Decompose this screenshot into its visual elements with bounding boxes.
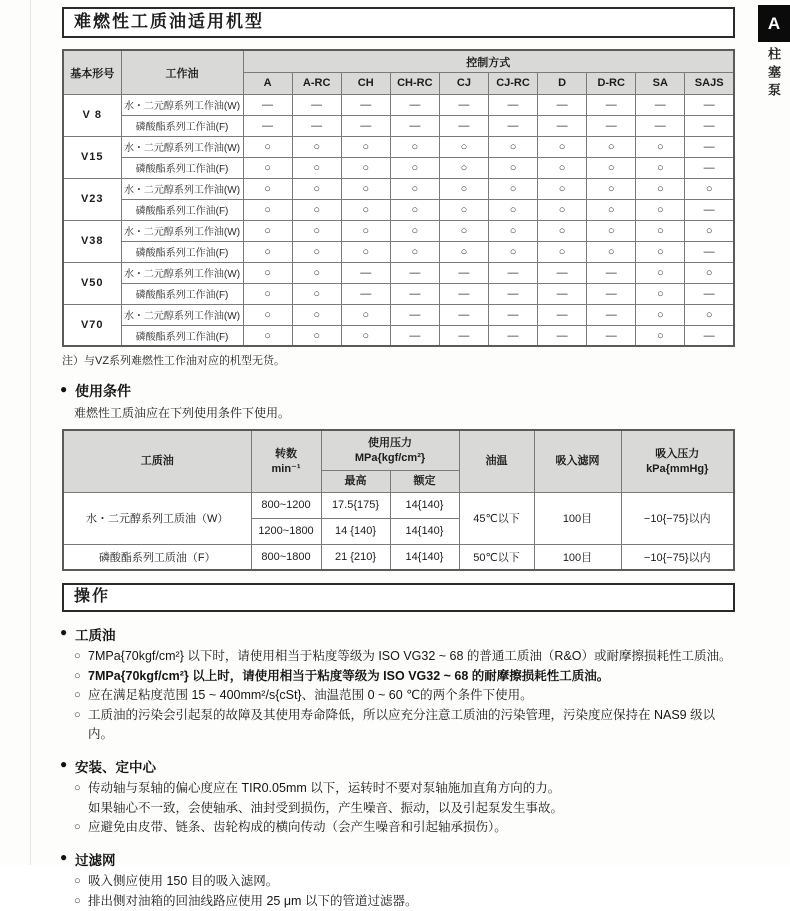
applicable-mark: ○ xyxy=(685,262,734,283)
applicable-mark: ○ xyxy=(243,220,292,241)
not-applicable-mark: — xyxy=(488,325,537,346)
temp-cell: 45℃以下 xyxy=(459,492,534,544)
operation-section-heading: ● 安装、定中心 xyxy=(62,756,735,776)
not-applicable-mark: — xyxy=(538,94,587,115)
table-row xyxy=(63,262,734,283)
header-control-sajs: SAJS xyxy=(685,72,734,94)
applicable-mark: ○ xyxy=(685,220,734,241)
list-item-line: ○ 吸入侧应使用 150 目的吸入滤网。 xyxy=(88,874,279,889)
applicable-mark: ○ xyxy=(587,136,636,157)
strainer-cell: 100目 xyxy=(534,544,621,570)
applicable-mark: ○ xyxy=(636,304,685,325)
fluid-cell: 水・二元醇系列工质油（W） xyxy=(63,492,251,544)
rated-pressure-cell: 14{140} xyxy=(390,544,459,570)
oil-type-cell: 水・二元醇系列工作油(W) xyxy=(121,220,243,241)
header-suction xyxy=(621,430,734,492)
not-applicable-mark: — xyxy=(587,304,636,325)
applicable-mark: ○ xyxy=(636,199,685,220)
table-row xyxy=(63,492,734,518)
operation-section xyxy=(62,849,735,911)
oil-type-cell: 磷酸酯系列工作油(F) xyxy=(121,325,243,346)
header-control-d-rc: D-RC xyxy=(587,72,636,94)
applicable-mark: ○ xyxy=(488,199,537,220)
operation-section-title: 操作 xyxy=(62,583,735,612)
conditions-table-body xyxy=(63,430,734,570)
header-control-sa: SA xyxy=(636,72,685,94)
not-applicable-mark: — xyxy=(538,115,587,136)
operation-section xyxy=(62,756,735,837)
not-applicable-mark: — xyxy=(390,262,439,283)
applicable-mark: ○ xyxy=(292,325,341,346)
model-cell: V 8 xyxy=(63,94,121,136)
not-applicable-mark: — xyxy=(636,94,685,115)
header-pressure xyxy=(321,430,459,470)
list-item xyxy=(62,872,735,891)
not-applicable-mark: — xyxy=(439,283,488,304)
header-max: 最高 xyxy=(321,470,390,492)
not-applicable-mark: — xyxy=(390,94,439,115)
section-index-label: 柱塞泵 xyxy=(766,47,781,101)
not-applicable-mark: — xyxy=(685,241,734,262)
not-applicable-mark: — xyxy=(538,325,587,346)
not-applicable-mark: — xyxy=(538,304,587,325)
applicable-mark: ○ xyxy=(538,199,587,220)
not-applicable-mark: — xyxy=(439,262,488,283)
list-item xyxy=(62,667,735,686)
list-item xyxy=(62,706,735,745)
header-control-d: D xyxy=(538,72,587,94)
list-item-line: ○ 7MPa{70kgf/cm²} 以下时，请使用相当于粘度等级为 ISO VG32 ~ 68 的普通工质油（R&O）或耐摩擦损耗性工质油。 xyxy=(88,649,732,664)
applicable-mark: ○ xyxy=(292,220,341,241)
header-model: 基本形号 xyxy=(63,50,121,94)
applicable-mark: ○ xyxy=(243,262,292,283)
applicable-mark: ○ xyxy=(341,157,390,178)
table-row xyxy=(63,283,734,304)
model-cell: V15 xyxy=(63,136,121,178)
not-applicable-mark: — xyxy=(587,325,636,346)
not-applicable-mark: — xyxy=(439,304,488,325)
applicable-mark: ○ xyxy=(390,157,439,178)
applicable-mark: ○ xyxy=(587,241,636,262)
oil-type-cell: 磷酸酯系列工作油(F) xyxy=(121,283,243,304)
header-control: 控制方式 xyxy=(243,50,734,72)
header-speed-line1: 转数 xyxy=(275,447,297,460)
applicable-mark: ○ xyxy=(439,157,488,178)
not-applicable-mark: — xyxy=(685,94,734,115)
not-applicable-mark: — xyxy=(685,157,734,178)
table-row xyxy=(63,325,734,346)
applicable-mark: ○ xyxy=(341,325,390,346)
not-applicable-mark: — xyxy=(439,94,488,115)
applicable-mark: ○ xyxy=(685,178,734,199)
header-control-a-rc: A-RC xyxy=(292,72,341,94)
applicable-mark: ○ xyxy=(587,157,636,178)
list-item-line: ○ 7MPa{70kgf/cm²} 以上时，请使用相当于粘度等级为 ISO VG32 ~ 68 的耐摩擦损耗性工质油。 xyxy=(88,668,610,683)
applicable-mark: ○ xyxy=(439,136,488,157)
operation-section-heading: ● 过滤网 xyxy=(62,849,735,869)
not-applicable-mark: — xyxy=(587,262,636,283)
applicable-mark: ○ xyxy=(292,157,341,178)
not-applicable-mark: — xyxy=(390,304,439,325)
fluid-cell: 磷酸酯系列工质油（F） xyxy=(63,544,251,570)
list-item xyxy=(62,647,735,666)
applicable-mark: ○ xyxy=(636,178,685,199)
oil-type-cell: 水・二元醇系列工作油(W) xyxy=(121,178,243,199)
applicable-mark: ○ xyxy=(390,178,439,199)
compat-header-row-1 xyxy=(63,50,734,72)
list-item xyxy=(62,892,735,911)
applicable-mark: ○ xyxy=(538,136,587,157)
use-conditions-heading: ● 使用条件 xyxy=(62,381,735,401)
table-row xyxy=(63,94,734,115)
not-applicable-mark: — xyxy=(292,94,341,115)
list-item xyxy=(62,686,735,705)
table-row xyxy=(63,136,734,157)
applicable-mark: ○ xyxy=(636,241,685,262)
oil-type-cell: 水・二元醇系列工作油(W) xyxy=(121,136,243,157)
applicable-mark: ○ xyxy=(488,220,537,241)
table-row xyxy=(63,544,734,570)
not-applicable-mark: — xyxy=(685,325,734,346)
applicable-mark: ○ xyxy=(488,136,537,157)
oil-type-cell: 磷酸酯系列工作油(F) xyxy=(121,157,243,178)
applicable-mark: ○ xyxy=(439,241,488,262)
operation-section xyxy=(62,624,735,744)
applicable-mark: ○ xyxy=(390,136,439,157)
applicable-mark: ○ xyxy=(292,136,341,157)
header-speed xyxy=(251,430,321,492)
applicable-mark: ○ xyxy=(636,136,685,157)
applicable-mark: ○ xyxy=(587,199,636,220)
applicable-mark: ○ xyxy=(538,157,587,178)
table-row xyxy=(63,157,734,178)
header-pressure-line1: 使用压力 xyxy=(368,436,412,449)
table-row xyxy=(63,241,734,262)
operation-sections xyxy=(62,624,735,911)
applicable-mark: ○ xyxy=(488,241,537,262)
page-title: 难燃性工质油适用机型 xyxy=(62,7,735,38)
applicable-mark: ○ xyxy=(636,262,685,283)
applicable-mark: ○ xyxy=(243,178,292,199)
applicable-mark: ○ xyxy=(243,199,292,220)
model-cell: V70 xyxy=(63,304,121,346)
not-applicable-mark: — xyxy=(390,115,439,136)
list-item xyxy=(62,779,735,818)
use-conditions-intro: 难燃性工质油应在下列使用条件下使用。 xyxy=(74,406,291,421)
table-row xyxy=(63,178,734,199)
applicable-mark: ○ xyxy=(341,178,390,199)
not-applicable-mark: — xyxy=(488,304,537,325)
not-applicable-mark: — xyxy=(538,283,587,304)
header-suction-line1: 吸入压力 xyxy=(655,447,700,460)
applicable-mark: ○ xyxy=(439,199,488,220)
applicable-mark: ○ xyxy=(488,157,537,178)
header-control-ch: CH xyxy=(341,72,390,94)
not-applicable-mark: — xyxy=(243,115,292,136)
not-applicable-mark: — xyxy=(636,115,685,136)
not-applicable-mark: — xyxy=(488,115,537,136)
not-applicable-mark: — xyxy=(488,283,537,304)
suction-pressure-cell: −10{−75}以内 xyxy=(621,492,734,544)
oil-type-cell: 水・二元醇系列工作油(W) xyxy=(121,262,243,283)
not-applicable-mark: — xyxy=(587,283,636,304)
list-item-line: ○ 应避免由皮带、链条、齿轮构成的横向传动（会产生噪音和引起轴承损伤）。 xyxy=(88,820,507,835)
applicable-mark: ○ xyxy=(341,136,390,157)
operation-section-heading: ● 工质油 xyxy=(62,624,735,644)
applicable-mark: ○ xyxy=(538,178,587,199)
compatibility-table xyxy=(62,49,735,347)
list-item-line: ○ 工质油的污染会引起泵的故障及其使用寿命降低，所以应充分注意工质油的污染管理，污染度应保持在 NAS9 级以内。 xyxy=(88,707,716,741)
table-row xyxy=(63,115,734,136)
not-applicable-mark: — xyxy=(341,115,390,136)
list-item-line: ○ 排出侧对油箱的回油线路应使用 25 μm 以下的管道过滤器。 xyxy=(88,893,418,908)
applicable-mark: ○ xyxy=(439,178,488,199)
list-item xyxy=(62,818,735,837)
applicable-mark: ○ xyxy=(685,304,734,325)
applicable-mark: ○ xyxy=(341,220,390,241)
applicable-mark: ○ xyxy=(636,325,685,346)
max-pressure-cell: 14 {140} xyxy=(321,518,390,544)
speed-cell: 800~1800 xyxy=(251,544,321,570)
page-content xyxy=(62,0,735,911)
not-applicable-mark: — xyxy=(587,94,636,115)
rated-pressure-cell: 14{140} xyxy=(390,492,459,518)
cond-header-row-1 xyxy=(63,430,734,470)
oil-type-cell: 磷酸酯系列工作油(F) xyxy=(121,199,243,220)
not-applicable-mark: — xyxy=(685,199,734,220)
header-control-a: A xyxy=(243,72,292,94)
model-cell: V38 xyxy=(63,220,121,262)
table-row xyxy=(63,220,734,241)
applicable-mark: ○ xyxy=(243,157,292,178)
not-applicable-mark: — xyxy=(439,115,488,136)
not-applicable-mark: — xyxy=(685,136,734,157)
header-fluid: 工质油 xyxy=(63,430,251,492)
not-applicable-mark: — xyxy=(341,283,390,304)
conditions-table xyxy=(62,429,735,571)
speed-cell: 800~1200 xyxy=(251,492,321,518)
header-control-ch-rc: CH-RC xyxy=(390,72,439,94)
applicable-mark: ○ xyxy=(636,220,685,241)
suction-pressure-cell: −10{−75}以内 xyxy=(621,544,734,570)
oil-type-cell: 磷酸酯系列工作油(F) xyxy=(121,115,243,136)
list-item-line: ○ 应在满足粘度范围 15 ~ 400mm²/s{cSt}、油温范围 0 ~ 60 ℃的两个条件下使用。 xyxy=(88,688,533,703)
section-index-tab xyxy=(758,5,790,42)
not-applicable-mark: — xyxy=(538,262,587,283)
not-applicable-mark: — xyxy=(341,262,390,283)
not-applicable-mark: — xyxy=(685,283,734,304)
applicable-mark: ○ xyxy=(292,283,341,304)
not-applicable-mark: — xyxy=(488,262,537,283)
applicable-mark: ○ xyxy=(341,241,390,262)
compatibility-table-body xyxy=(63,50,734,346)
strainer-cell: 100目 xyxy=(534,492,621,544)
temp-cell: 50℃以下 xyxy=(459,544,534,570)
not-applicable-mark: — xyxy=(292,115,341,136)
header-control-cj: CJ xyxy=(439,72,488,94)
applicable-mark: ○ xyxy=(243,325,292,346)
table-note: 注）与VZ系列难燃性工作油对应的机型无货。 xyxy=(62,355,286,368)
header-rated: 额定 xyxy=(390,470,459,492)
applicable-mark: ○ xyxy=(243,241,292,262)
applicable-mark: ○ xyxy=(243,136,292,157)
applicable-mark: ○ xyxy=(390,199,439,220)
table-row xyxy=(63,304,734,325)
header-control-cj-rc: CJ-RC xyxy=(488,72,537,94)
applicable-mark: ○ xyxy=(341,304,390,325)
applicable-mark: ○ xyxy=(292,178,341,199)
applicable-mark: ○ xyxy=(636,283,685,304)
not-applicable-mark: — xyxy=(390,325,439,346)
max-pressure-cell: 17.5{175} xyxy=(321,492,390,518)
header-oil: 工作油 xyxy=(121,50,243,94)
applicable-mark: ○ xyxy=(439,220,488,241)
not-applicable-mark: — xyxy=(243,94,292,115)
section-index-letter: A xyxy=(767,13,781,33)
page-edge-line xyxy=(30,0,31,865)
oil-type-cell: 磷酸酯系列工作油(F) xyxy=(121,241,243,262)
applicable-mark: ○ xyxy=(243,283,292,304)
rated-pressure-cell: 14{140} xyxy=(390,518,459,544)
not-applicable-mark: — xyxy=(587,115,636,136)
applicable-mark: ○ xyxy=(292,304,341,325)
header-pressure-line2: MPa{kgf/cm²} xyxy=(354,451,426,464)
applicable-mark: ○ xyxy=(538,220,587,241)
applicable-mark: ○ xyxy=(587,220,636,241)
not-applicable-mark: — xyxy=(439,325,488,346)
applicable-mark: ○ xyxy=(390,220,439,241)
list-item-line: ○ 传动轴与泵轴的偏心度应在 TIR0.05mm 以下，运转时不要对泵轴施加直角方向的力。 xyxy=(88,781,561,796)
not-applicable-mark: — xyxy=(685,115,734,136)
speed-cell: 1200~1800 xyxy=(251,518,321,544)
not-applicable-mark: — xyxy=(390,283,439,304)
not-applicable-mark: — xyxy=(488,94,537,115)
not-applicable-mark: — xyxy=(341,94,390,115)
list-item-line: 如果轴心不一致，会使轴承、油封受到损伤，产生噪音、振动，以及引起泵发生事故。 xyxy=(88,800,564,815)
max-pressure-cell: 21 {210} xyxy=(321,544,390,570)
oil-type-cell: 水・二元醇系列工作油(W) xyxy=(121,94,243,115)
model-cell: V23 xyxy=(63,178,121,220)
applicable-mark: ○ xyxy=(243,304,292,325)
header-speed-line2: min⁻¹ xyxy=(271,462,301,475)
oil-type-cell: 水・二元醇系列工作油(W) xyxy=(121,304,243,325)
applicable-mark: ○ xyxy=(292,199,341,220)
header-strainer: 吸入滤网 xyxy=(534,430,621,492)
header-suction-line2: kPa{mmHg} xyxy=(646,462,709,475)
applicable-mark: ○ xyxy=(292,262,341,283)
applicable-mark: ○ xyxy=(538,241,587,262)
applicable-mark: ○ xyxy=(341,199,390,220)
applicable-mark: ○ xyxy=(292,241,341,262)
applicable-mark: ○ xyxy=(636,157,685,178)
model-cell: V50 xyxy=(63,262,121,304)
applicable-mark: ○ xyxy=(390,241,439,262)
table-row xyxy=(63,199,734,220)
applicable-mark: ○ xyxy=(587,178,636,199)
header-temp: 油温 xyxy=(459,430,534,492)
applicable-mark: ○ xyxy=(488,178,537,199)
